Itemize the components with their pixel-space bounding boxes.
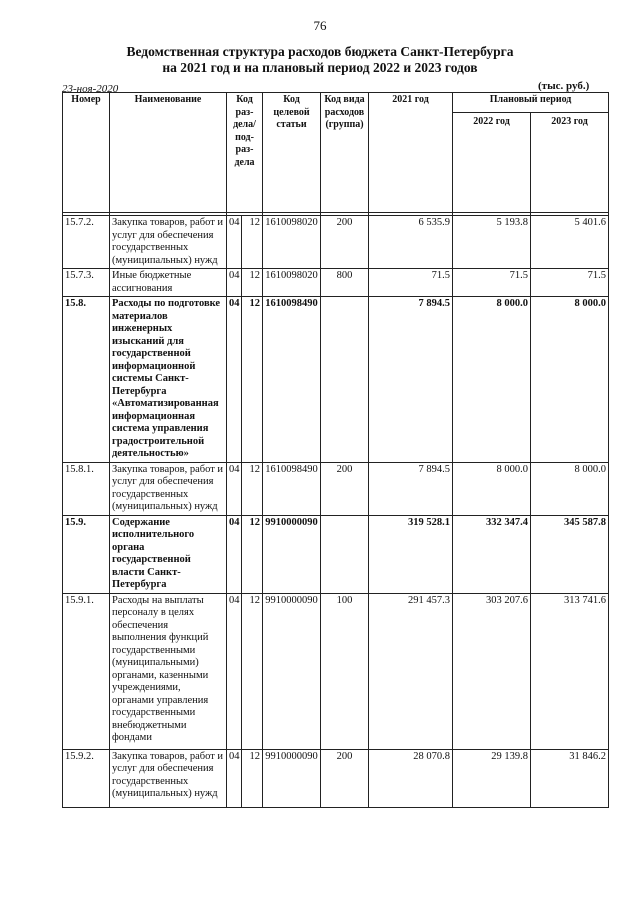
row-amount-2021: 7 894.5 (369, 462, 453, 515)
row-amount-2022: 5 193.8 (453, 216, 531, 269)
table-row (63, 216, 609, 269)
row-amount-2021: 7 894.5 (369, 297, 453, 463)
header-2021: 2021 год (369, 93, 453, 213)
row-amount-2023: 71.5 (531, 269, 609, 297)
row-section-code: 04 (227, 269, 242, 297)
header-planned-period: Плановый период (453, 93, 609, 113)
row-article-code: 9910000090 (263, 515, 321, 593)
row-article-code: 1610098490 (263, 297, 321, 463)
document-date: 23-ноя-2020 (62, 83, 119, 95)
row-amount-2023: 8 000.0 (531, 297, 609, 463)
header-section-code: Код раз- дела/ под- раз- дела (227, 93, 263, 213)
row-expense-type (321, 515, 369, 593)
row-number: 15.7.3. (63, 269, 110, 297)
row-subsection-code: 12 (242, 216, 263, 269)
row-expense-type: 200 (321, 462, 369, 515)
row-number: 15.8.1. (63, 462, 110, 515)
row-amount-2021: 319 528.1 (369, 515, 453, 593)
row-amount-2022: 8 000.0 (453, 297, 531, 463)
row-number: 15.7.2. (63, 216, 110, 269)
row-name: Содержание исполнительного органа государственной власти Санкт-Петербурга (110, 515, 227, 593)
row-name: Закупка товаров, работ и услуг для обеспечения государственных (муниципальных) нужд (110, 749, 227, 807)
row-subsection-code: 12 (242, 462, 263, 515)
row-subsection-code: 12 (242, 593, 263, 749)
row-name: Расходы на выплаты персоналу в целях обеспечения выполнения функций государственными (муниципальными) органами, казенными учреждениями, органами управления государственными внебюджетными фондами (110, 593, 227, 749)
row-amount-2023: 313 741.6 (531, 593, 609, 749)
header-expense-type-code: Код вида расходов (группа) (321, 93, 369, 213)
row-amount-2023: 345 587.8 (531, 515, 609, 593)
row-section-code: 04 (227, 297, 242, 463)
row-article-code: 1610098490 (263, 462, 321, 515)
row-subsection-code: 12 (242, 515, 263, 593)
row-name: Закупка товаров, работ и услуг для обеспечения государственных (муниципальных) нужд (110, 462, 227, 515)
table-row (63, 593, 609, 749)
row-subsection-code: 12 (242, 269, 263, 297)
row-amount-2022: 8 000.0 (453, 462, 531, 515)
title-line-1: Ведомственная структура расходов бюджета Санкт-Петербурга (126, 44, 514, 59)
header-name: Наименование (110, 93, 227, 213)
row-amount-2022: 332 347.4 (453, 515, 531, 593)
row-amount-2021: 291 457.3 (369, 593, 453, 749)
row-section-code: 04 (227, 593, 242, 749)
document-title (0, 44, 640, 76)
row-expense-type (321, 297, 369, 463)
table-row (63, 515, 609, 593)
header-2023: 2023 год (531, 113, 609, 213)
page-number: 76 (313, 18, 327, 33)
row-amount-2021: 71.5 (369, 269, 453, 297)
row-article-code: 9910000090 (263, 749, 321, 807)
table-row (63, 297, 609, 463)
table-row (63, 462, 609, 515)
title-line-2: на 2021 год и на плановый период 2022 и 2023 годов (162, 60, 478, 75)
row-number: 15.9.2. (63, 749, 110, 807)
row-article-code: 1610098020 (263, 216, 321, 269)
row-number: 15.9.1. (63, 593, 110, 749)
header-article-code: Код целевой статьи (263, 93, 321, 213)
budget-table (62, 92, 609, 808)
row-name: Расходы по подготовке материалов инженерных изысканий для государственной информационной системы Санкт-Петербурга «Автоматизированная информационная система управления градостроительной деятельностью» (110, 297, 227, 463)
row-amount-2021: 6 535.9 (369, 216, 453, 269)
table-row (63, 749, 609, 807)
row-amount-2022: 71.5 (453, 269, 531, 297)
row-section-code: 04 (227, 462, 242, 515)
row-amount-2023: 8 000.0 (531, 462, 609, 515)
row-amount-2022: 29 139.8 (453, 749, 531, 807)
table-body (63, 216, 609, 808)
row-subsection-code: 12 (242, 297, 263, 463)
row-amount-2023: 31 846.2 (531, 749, 609, 807)
row-subsection-code: 12 (242, 749, 263, 807)
row-number: 15.9. (63, 515, 110, 593)
row-section-code: 04 (227, 216, 242, 269)
units-label: (тыс. руб.) (538, 80, 590, 92)
row-section-code: 04 (227, 749, 242, 807)
row-expense-type: 100 (321, 593, 369, 749)
row-name: Иные бюджетные ассигнования (110, 269, 227, 297)
row-amount-2021: 28 070.8 (369, 749, 453, 807)
row-amount-2023: 5 401.6 (531, 216, 609, 269)
row-amount-2022: 303 207.6 (453, 593, 531, 749)
row-number: 15.8. (63, 297, 110, 463)
row-section-code: 04 (227, 515, 242, 593)
table-row (63, 269, 609, 297)
row-expense-type: 200 (321, 749, 369, 807)
row-expense-type: 200 (321, 216, 369, 269)
header-2022: 2022 год (453, 113, 531, 213)
row-article-code: 9910000090 (263, 593, 321, 749)
header-number: Номер (63, 93, 110, 213)
row-name: Закупка товаров, работ и услуг для обеспечения государственных (муниципальных) нужд (110, 216, 227, 269)
row-article-code: 1610098020 (263, 269, 321, 297)
row-expense-type: 800 (321, 269, 369, 297)
